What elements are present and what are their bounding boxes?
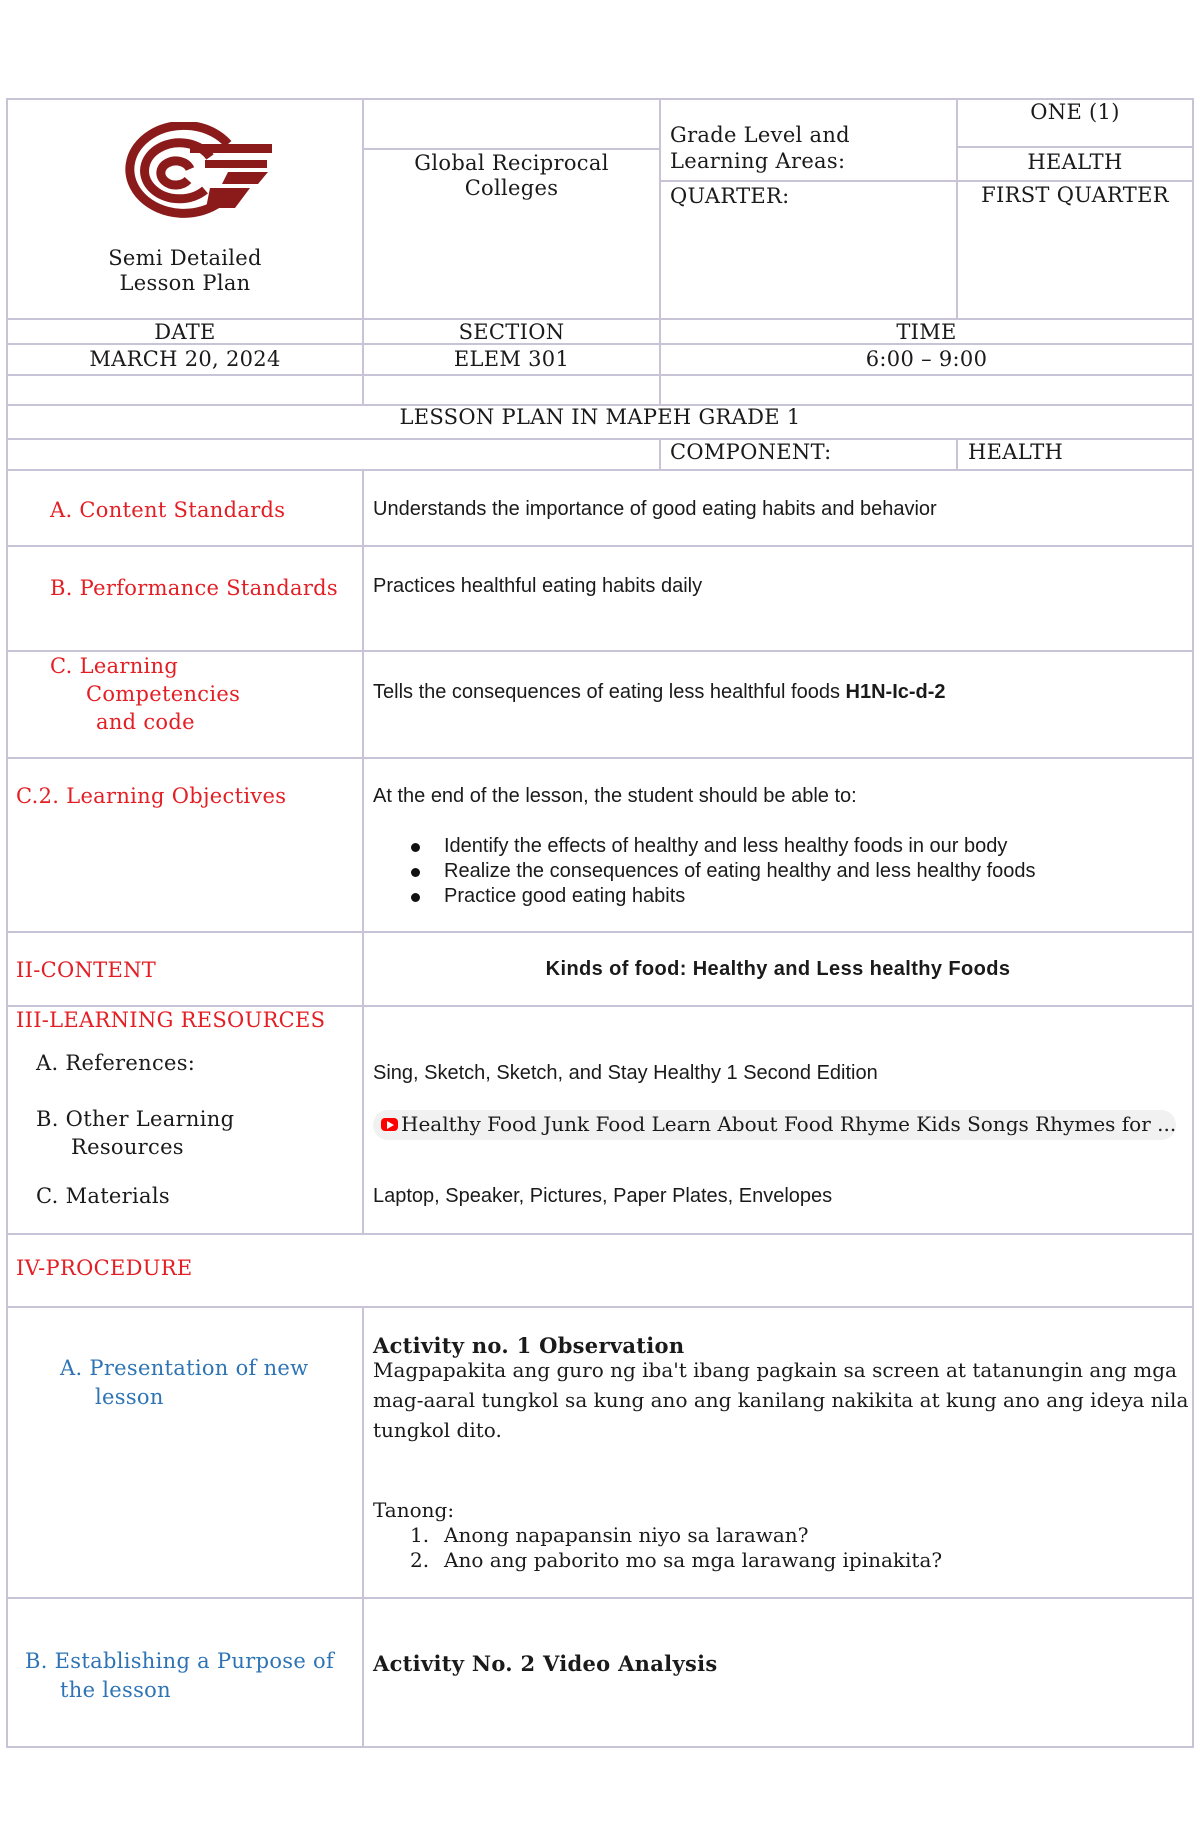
section-value: ELEM 301 bbox=[453, 347, 570, 371]
purpose-label-line1: B. Establishing a Purpose of bbox=[25, 1649, 335, 1673]
logo-bar bbox=[205, 160, 267, 168]
component-label: COMPONENT: bbox=[670, 440, 832, 464]
row-divider bbox=[6, 1597, 1194, 1599]
competencies-description: Tells the consequences of eating less healthful foods bbox=[373, 681, 846, 703]
bullet bbox=[411, 868, 420, 877]
question-number: 1. bbox=[410, 1523, 430, 1547]
logo-swoosh bbox=[206, 188, 250, 208]
col-divider bbox=[362, 469, 364, 1235]
questions-label: Tanong: bbox=[373, 1498, 455, 1522]
video-link-chip[interactable] bbox=[373, 1110, 1176, 1140]
competencies-text bbox=[373, 681, 946, 704]
grade-value: ONE (1) bbox=[1030, 100, 1120, 124]
table-border-right bbox=[1192, 98, 1194, 1748]
grade-level-label-line1: Grade Level and bbox=[670, 123, 850, 147]
grade-level-label-line2: Learning Areas: bbox=[670, 149, 846, 173]
materials-value: Laptop, Speaker, Pictures, Paper Plates, Envelopes bbox=[373, 1185, 833, 1207]
procedure-label: IV-PROCEDURE bbox=[16, 1256, 193, 1280]
table-border-bottom bbox=[6, 1746, 1194, 1748]
row-divider bbox=[6, 545, 1194, 547]
objective-item: Practice good eating habits bbox=[444, 885, 686, 907]
row-divider bbox=[6, 469, 1194, 471]
bullet bbox=[411, 893, 420, 902]
school-name-line1: Global Reciprocal bbox=[414, 151, 609, 175]
doc-type-line2: Lesson Plan bbox=[119, 271, 251, 295]
logo-bar bbox=[190, 144, 272, 153]
quarter-label: QUARTER: bbox=[670, 184, 790, 208]
competencies-label-line2: Competencies bbox=[86, 682, 241, 706]
objectives-label: C.2. Learning Objectives bbox=[16, 784, 287, 808]
question-item: Ano ang paborito mo sa mga larawang ipinakita? bbox=[444, 1548, 943, 1572]
performance-standards-text: Practices healthful eating habits daily bbox=[373, 575, 703, 597]
objectives-intro: At the end of the lesson, the student should be able to: bbox=[373, 785, 857, 807]
row-divider bbox=[6, 374, 1194, 376]
logo-inner-arc bbox=[161, 161, 190, 185]
quarter-value: FIRST QUARTER bbox=[981, 183, 1169, 207]
materials-label: C. Materials bbox=[36, 1184, 170, 1208]
lesson-plan-title: LESSON PLAN IN MAPEH GRADE 1 bbox=[399, 405, 801, 429]
objective-item: Realize the consequences of eating healthy and less healthy foods bbox=[444, 860, 1036, 882]
performance-standards-label: B. Performance Standards bbox=[50, 576, 339, 600]
row-divider bbox=[956, 146, 1194, 148]
competencies-label-line1: C. Learning bbox=[50, 654, 179, 678]
content-standards-label: A. Content Standards bbox=[50, 498, 286, 522]
row-divider bbox=[6, 931, 1194, 933]
row-divider bbox=[6, 1005, 1194, 1007]
time-value: 6:00 – 9:00 bbox=[865, 347, 988, 371]
other-resources-label-line2: Resources bbox=[71, 1135, 184, 1159]
row-divider bbox=[6, 757, 1194, 759]
learning-area-value: HEALTH bbox=[1027, 150, 1123, 174]
learning-resources-label: III-LEARNING RESOURCES bbox=[16, 1008, 326, 1032]
content-label: II-CONTENT bbox=[16, 958, 157, 982]
competency-code: H1N-Ic-d-2 bbox=[845, 681, 946, 703]
school-name-line2: Colleges bbox=[464, 176, 559, 200]
question-number: 2. bbox=[410, 1548, 430, 1572]
activity2-title: Activity No. 2 Video Analysis bbox=[373, 1651, 718, 1676]
activity1-line3: tungkol dito. bbox=[373, 1418, 502, 1442]
activity1-title: Activity no. 1 Observation bbox=[373, 1333, 685, 1358]
time-label: TIME bbox=[896, 320, 957, 344]
row-divider bbox=[659, 180, 1194, 182]
presentation-label-line1: A. Presentation of new bbox=[60, 1356, 309, 1380]
date-label: DATE bbox=[154, 320, 216, 344]
question-item: Anong napapansin niyo sa larawan? bbox=[444, 1523, 809, 1547]
row-divider bbox=[6, 1306, 1194, 1308]
row-divider bbox=[362, 148, 659, 150]
other-resources-label-line1: B. Other Learning bbox=[36, 1107, 235, 1131]
col-divider bbox=[956, 98, 958, 320]
table-border-left bbox=[6, 98, 8, 1748]
presentation-label-line2: lesson bbox=[95, 1385, 164, 1409]
purpose-label-line2: the lesson bbox=[60, 1678, 171, 1702]
row-divider bbox=[6, 650, 1194, 652]
activity1-line2: mag-aaral tungkol sa kung ano ang kanilang nakikita at kung ano ang ideya nila bbox=[373, 1388, 1189, 1412]
school-logo bbox=[110, 122, 272, 222]
col-divider bbox=[362, 1306, 364, 1748]
competencies-label-line3: and code bbox=[96, 710, 195, 734]
video-link-title[interactable]: Healthy Food Junk Food Learn About Food Rhyme Kids Songs Rhymes for ... bbox=[401, 1112, 1177, 1136]
date-value: MARCH 20, 2024 bbox=[89, 347, 281, 371]
references-label: A. References: bbox=[36, 1051, 196, 1075]
content-standards-text: Understands the importance of good eating habits and behavior bbox=[373, 498, 937, 520]
row-divider bbox=[6, 1233, 1194, 1235]
col-divider bbox=[956, 438, 958, 471]
youtube-icon bbox=[381, 1118, 398, 1131]
activity1-line1: Magpapakita ang guro ng iba't ibang pagkain sa screen at tatanungin ang mga bbox=[373, 1358, 1177, 1382]
logo-swoosh bbox=[222, 172, 268, 184]
bullet bbox=[411, 843, 420, 852]
doc-type-line1: Semi Detailed bbox=[108, 246, 262, 270]
section-label: SECTION bbox=[458, 320, 565, 344]
component-value: HEALTH bbox=[968, 440, 1064, 464]
content-text: Kinds of food: Healthy and Less healthy Foods bbox=[545, 958, 1011, 980]
objective-item: Identify the effects of healthy and less healthy foods in our body bbox=[444, 835, 1008, 857]
col-divider bbox=[659, 438, 661, 471]
references-value: Sing, Sketch, Sketch, and Stay Healthy 1 Second Edition bbox=[373, 1062, 878, 1084]
